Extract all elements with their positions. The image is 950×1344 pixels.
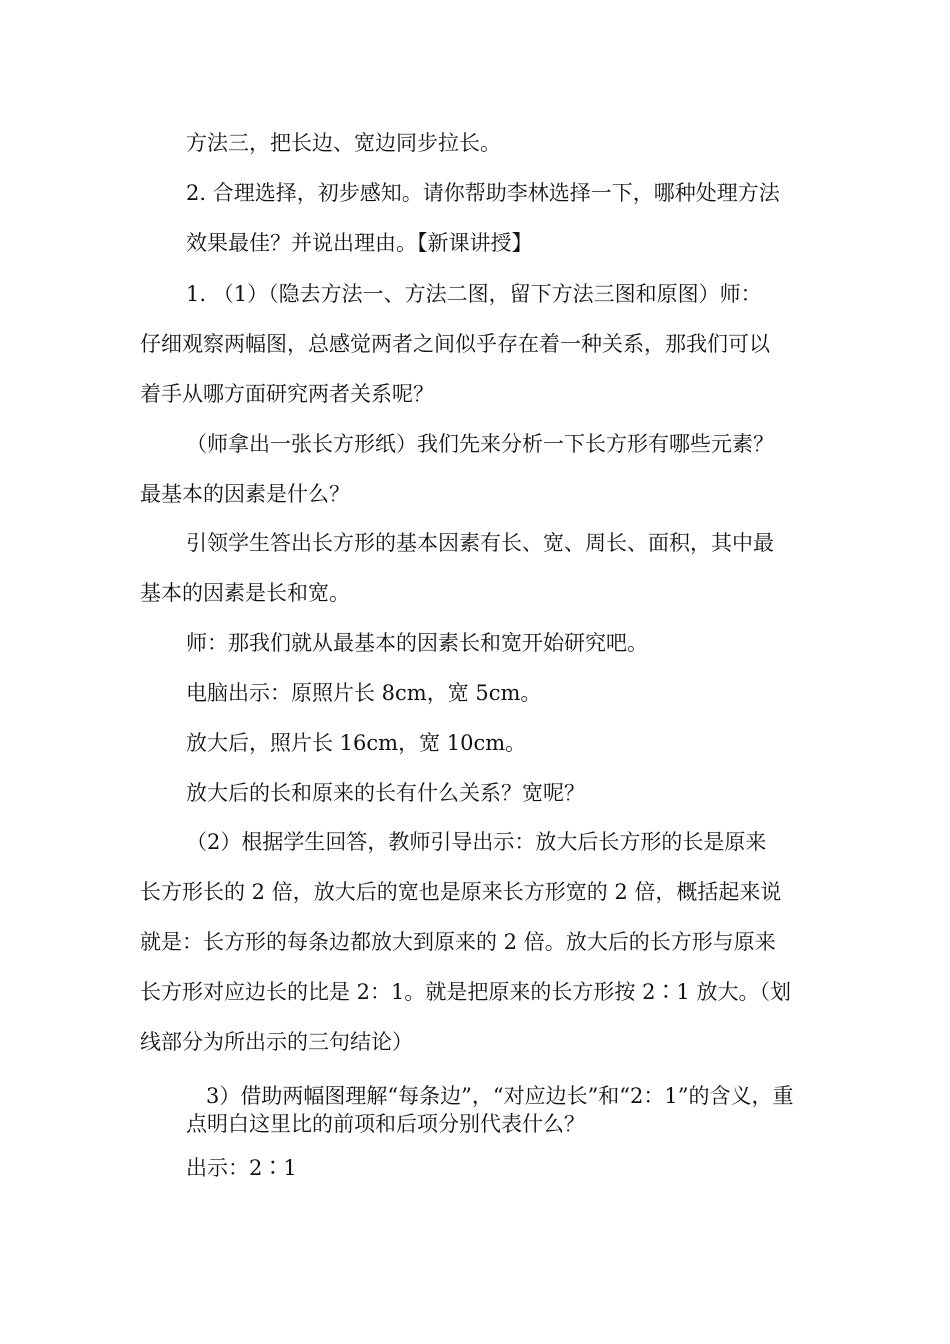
paragraph-line: （2）根据学生回答，教师引导出示：放大后长方形的长是原来 [186,830,767,854]
paragraph-line: 最基本的因素是什么？ [140,482,350,506]
paragraph-line: 放大后的长和原来的长有什么关系？宽呢？ [186,781,585,805]
paragraph-line: 基本的因素是长和宽。 [140,581,350,605]
paragraph-line: 放大后，照片长 16cm，宽 10cm。 [186,731,527,755]
paragraph-line: 方法三，把长边、宽边同步拉长。 [186,131,501,155]
paragraph-line: 就是：长方形的每条边都放大到原来的 2 倍。放大后的长方形与原来 [140,930,776,954]
paragraph-line: 点明白这里比的前项和后项分别代表什么？ [186,1112,585,1136]
paragraph-line: 1. （1）（隐去方法一、方法二图，留下方法三图和原图）师： [186,282,762,306]
paragraph-line: 引领学生答出长方形的基本因素有长、宽、周长、面积，其中最 [186,531,774,555]
paragraph-line: 2. 合理选择，初步感知。请你帮助李林选择一下，哪种处理方法 [186,181,780,205]
paragraph-line: （师拿出一张长方形纸）我们先来分析一下长方形有哪些元素？ [186,432,774,456]
paragraph-line: 线部分为所出示的三句结论） [140,1030,413,1054]
paragraph-line: 出示：2∶1 [186,1156,297,1180]
paragraph-line: 3）借助两幅图理解“每条边”，“对应边长”和“2：1”的含义，重 [206,1084,794,1108]
paragraph-line: 效果最佳？并说出理由。【新课讲授】 [186,231,533,255]
paragraph-line: 电脑出示：原照片长 8cm，宽 5cm。 [186,681,542,705]
paragraph-line: 长方形对应边长的比是 2：1。就是把原来的长方形按 2∶1 放大。（划 [140,980,791,1004]
paragraph-line: 仔细观察两幅图，总感觉两者之间似乎存在着一种关系，那我们可以 [140,332,770,356]
paragraph-line: 师：那我们就从最基本的因素长和宽开始研究吧。 [186,631,648,655]
paragraph-line: 着手从哪方面研究两者关系呢？ [140,382,434,406]
paragraph-line: 长方形长的 2 倍，放大后的宽也是原来长方形宽的 2 倍，概括起来说 [140,880,782,904]
